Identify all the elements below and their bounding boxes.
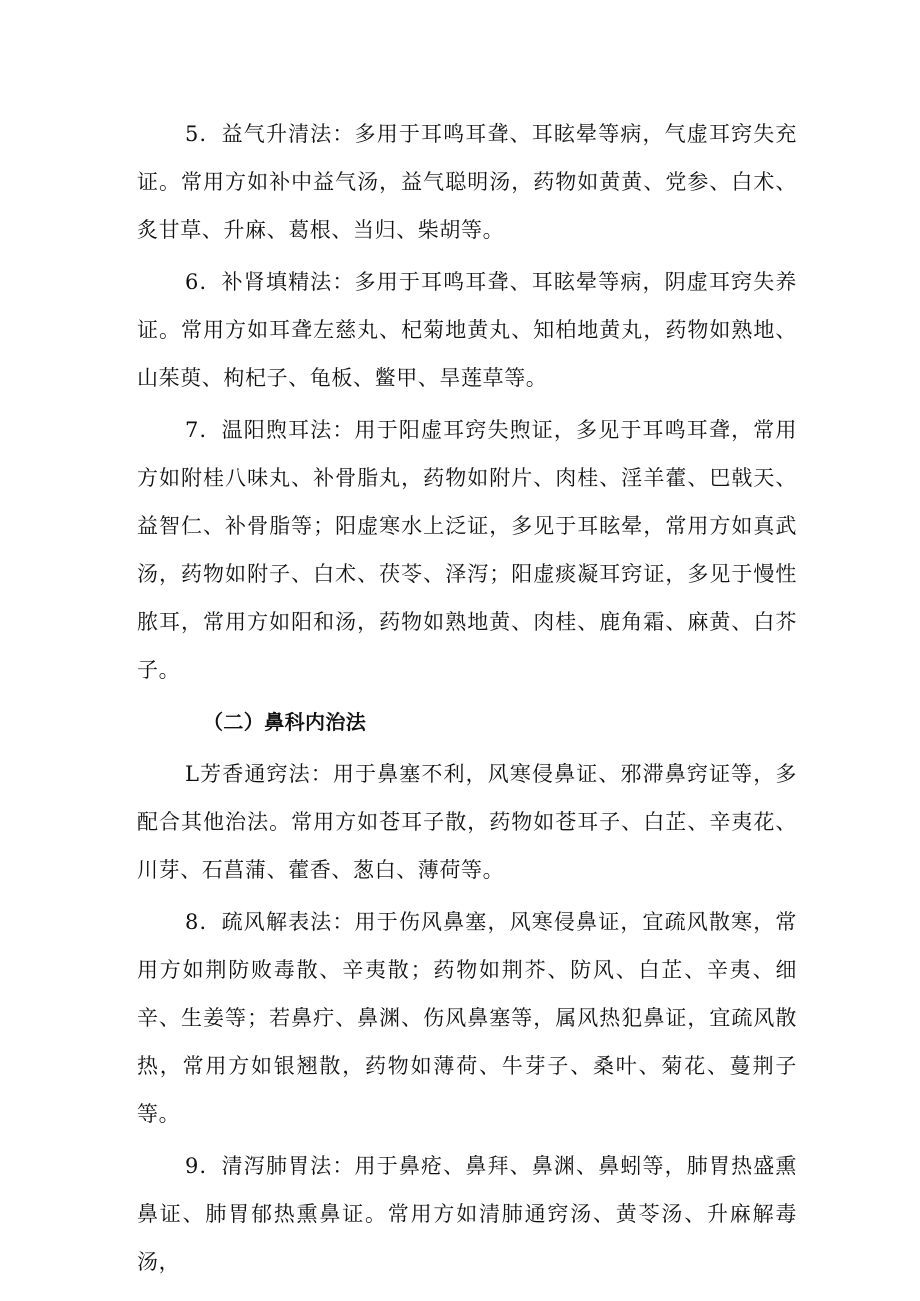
paragraph-qingxie-feiwei: 9．清泻肺胃法：用于鼻疮、鼻拜、鼻渊、鼻蚓等，肺胃热盛熏鼻证、肺胃郁热熏鼻证。常用方如清肺通窍汤、黄苓汤、升麻解毒汤， — [137, 1154, 797, 1274]
paragraph-bushen-tianjing: 6．补肾填精法：多用于耳鸣耳聋、耳眩晕等病，阴虚耳窍失养证。常用方如耳聋左慈丸、杞菊地黄丸、知柏地黄丸，药物如熟地、山茱萸、枸杞子、龟板、鳖甲、旱莲草等。 — [137, 270, 797, 390]
paragraph-fangxiang-tongqiao: L芳香通窍法：用于鼻塞不利，风寒侵鼻证、邪滞鼻窍证等，多配合其他治法。常用方如苍耳子散，药物如苍耳子、白芷、辛夷花、川芽、石菖蒲、藿香、葱白、薄荷等。 — [137, 762, 797, 882]
section-heading-nasal-internal-treatment: （二）鼻科内治法 — [203, 710, 367, 734]
paragraph-yiqi-shengqing: 5．益气升清法：多用于耳鸣耳聋、耳眩晕等病，气虚耳窍失充证。常用方如补中益气汤，益气聪明汤，药物如黄黄、党参、白术、炙甘草、升麻、葛根、当归、柴胡等。 — [137, 122, 797, 242]
document-body — [137, 110, 797, 1290]
paragraph-shufeng-jiebiao: 8．疏风解表法：用于伤风鼻塞，风寒侵鼻证，宜疏风散寒，常用方如荆防败毒散、辛夷散；药物如荆芥、防风、白芷、辛夷、细辛、生姜等；若鼻疔、鼻渊、伤风鼻塞等，属风热犯鼻证，宜疏风散热，常用方如银翘散，药物如薄荷、牛芽子、桑叶、菊花、蔓荆子等。 — [137, 910, 797, 1126]
paragraph-wenyang-xuer: 7．温阳煦耳法：用于阳虚耳窍失煦证，多见于耳鸣耳聋，常用方如附桂八味丸、补骨脂丸，药物如附片、肉桂、淫羊藿、巴戟天、益智仁、补骨脂等；阳虚寒水上泛证，多见于耳眩晕，常用方如真武汤，药物如附子、白术、茯苓、泽泻；阳虚痰凝耳窍证，多见于慢性脓耳，常用方如阳和汤，药物如熟地黄、肉桂、鹿角霜、麻黄、白芥子。 — [137, 418, 797, 682]
